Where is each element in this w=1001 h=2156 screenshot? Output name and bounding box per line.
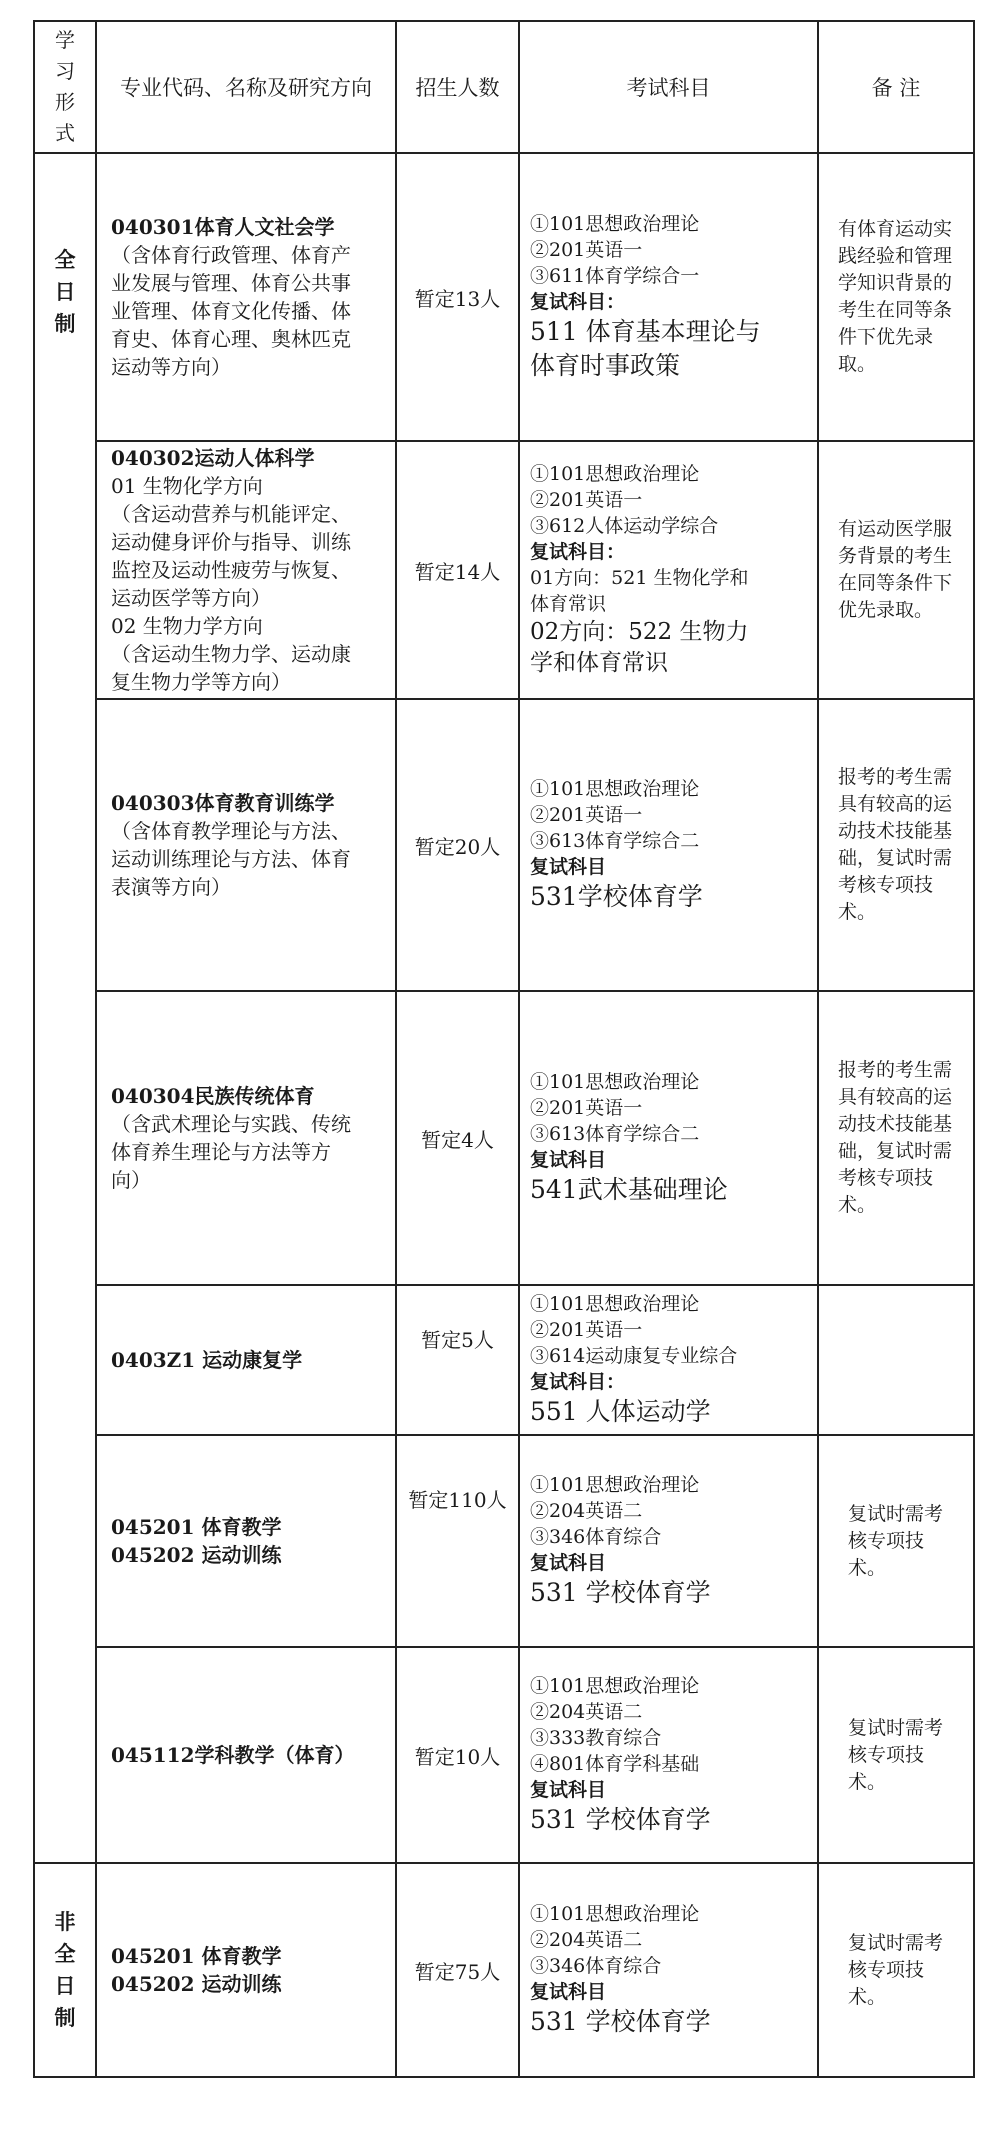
note-cell: 复试时需考核专项技术。 bbox=[818, 1863, 974, 2077]
admissions-table bbox=[33, 20, 975, 2078]
study-form-parttime: 非 全 日 制 bbox=[34, 1863, 96, 2077]
major-cell: 040303体育教育训练学 （含体育教学理论与方法、 运动训练理论与方法、体育 表演等方向） bbox=[96, 699, 396, 991]
table-row bbox=[34, 1647, 974, 1863]
note-cell bbox=[818, 1285, 974, 1435]
quota-cell: 暂定4人 bbox=[396, 991, 519, 1285]
header-major: 专业代码、名称及研究方向 bbox=[96, 21, 396, 153]
table-row bbox=[34, 699, 974, 991]
quota-cell: 暂定20人 bbox=[396, 699, 519, 991]
exam-cell: ①101思想政治理论 ②204英语二 ③333教育综合 ④801体育学科基础 复试科目 531 学校体育学 bbox=[519, 1647, 818, 1863]
exam-cell: ①101思想政治理论 ②201英语一 ③613体育学综合二 复试科目 531学校体育学 bbox=[519, 699, 818, 991]
exam-cell: ①101思想政治理论 ②204英语二 ③346体育综合 复试科目 531 学校体育学 bbox=[519, 1863, 818, 2077]
table-row bbox=[34, 1863, 974, 2077]
study-form-fulltime: 全 日 制 bbox=[34, 153, 96, 1863]
header-exam: 考试科目 bbox=[519, 21, 818, 153]
note-cell: 报考的考生需具有较高的运动技术技能基础，复试时需考核专项技术。 bbox=[818, 699, 974, 991]
major-cell: 040304民族传统体育 （含武术理论与实践、传统 体育养生理论与方法等方 向） bbox=[96, 991, 396, 1285]
table-row bbox=[34, 1435, 974, 1647]
exam-cell: ①101思想政治理论 ②201英语一 ③612人体运动学综合 复试科目： 01方向：521 生物化学和 体育常识 02方向：522 生物力 学和体育常识 bbox=[519, 441, 818, 699]
header-row bbox=[34, 21, 974, 153]
major-cell: 040302运动人体科学 01 生物化学方向 （含运动营养与机能评定、 运动健身评价与指导、训练 监控及运动性疲劳与恢复、 运动医学等方向） 02 生物力学方向 （含运动生物力学、运动康 复生物力学等方向） bbox=[96, 441, 396, 699]
table-row bbox=[34, 991, 974, 1285]
header-note: 备 注 bbox=[818, 21, 974, 153]
header-quota: 招生人数 bbox=[396, 21, 519, 153]
note-cell: 有运动医学服务背景的考生在同等条件下优先录取。 bbox=[818, 441, 974, 699]
quota-cell: 暂定110人 bbox=[396, 1435, 519, 1647]
quota-cell: 暂定10人 bbox=[396, 1647, 519, 1863]
note-cell: 复试时需考核专项技术。 bbox=[818, 1435, 974, 1647]
exam-cell: ①101思想政治理论 ②201英语一 ③611体育学综合一 复试科目： 511 体育基本理论与 体育时事政策 bbox=[519, 153, 818, 441]
exam-cell: ①101思想政治理论 ②204英语二 ③346体育综合 复试科目 531 学校体育学 bbox=[519, 1435, 818, 1647]
table-row bbox=[34, 1285, 974, 1435]
note-cell: 有体育运动实践经验和管理学知识背景的考生在同等条件下优先录取。 bbox=[818, 153, 974, 441]
quota-cell: 暂定75人 bbox=[396, 1863, 519, 2077]
table-row bbox=[34, 441, 974, 699]
table-row bbox=[34, 153, 974, 441]
quota-cell: 暂定5人 bbox=[396, 1285, 519, 1435]
exam-cell: ①101思想政治理论 ②201英语一 ③614运动康复专业综合 复试科目： 551 人体运动学 bbox=[519, 1285, 818, 1435]
major-cell: 0403Z1 运动康复学 bbox=[96, 1285, 396, 1435]
note-cell: 报考的考生需具有较高的运动技术技能基础，复试时需考核专项技术。 bbox=[818, 991, 974, 1285]
major-cell: 045201 体育教学 045202 运动训练 bbox=[96, 1863, 396, 2077]
quota-cell: 暂定13人 bbox=[396, 153, 519, 441]
major-cell: 045112学科教学（体育） bbox=[96, 1647, 396, 1863]
major-cell: 040301体育人文社会学 （含体育行政管理、体育产 业发展与管理、体育公共事 业管理、体育文化传播、体 育史、体育心理、奥林匹克 运动等方向） bbox=[96, 153, 396, 441]
major-cell: 045201 体育教学 045202 运动训练 bbox=[96, 1435, 396, 1647]
exam-cell: ①101思想政治理论 ②201英语一 ③613体育学综合二 复试科目 541武术基础理论 bbox=[519, 991, 818, 1285]
header-study-form: 学 习 形 式 bbox=[34, 21, 96, 153]
note-cell: 复试时需考核专项技术。 bbox=[818, 1647, 974, 1863]
quota-cell: 暂定14人 bbox=[396, 441, 519, 699]
